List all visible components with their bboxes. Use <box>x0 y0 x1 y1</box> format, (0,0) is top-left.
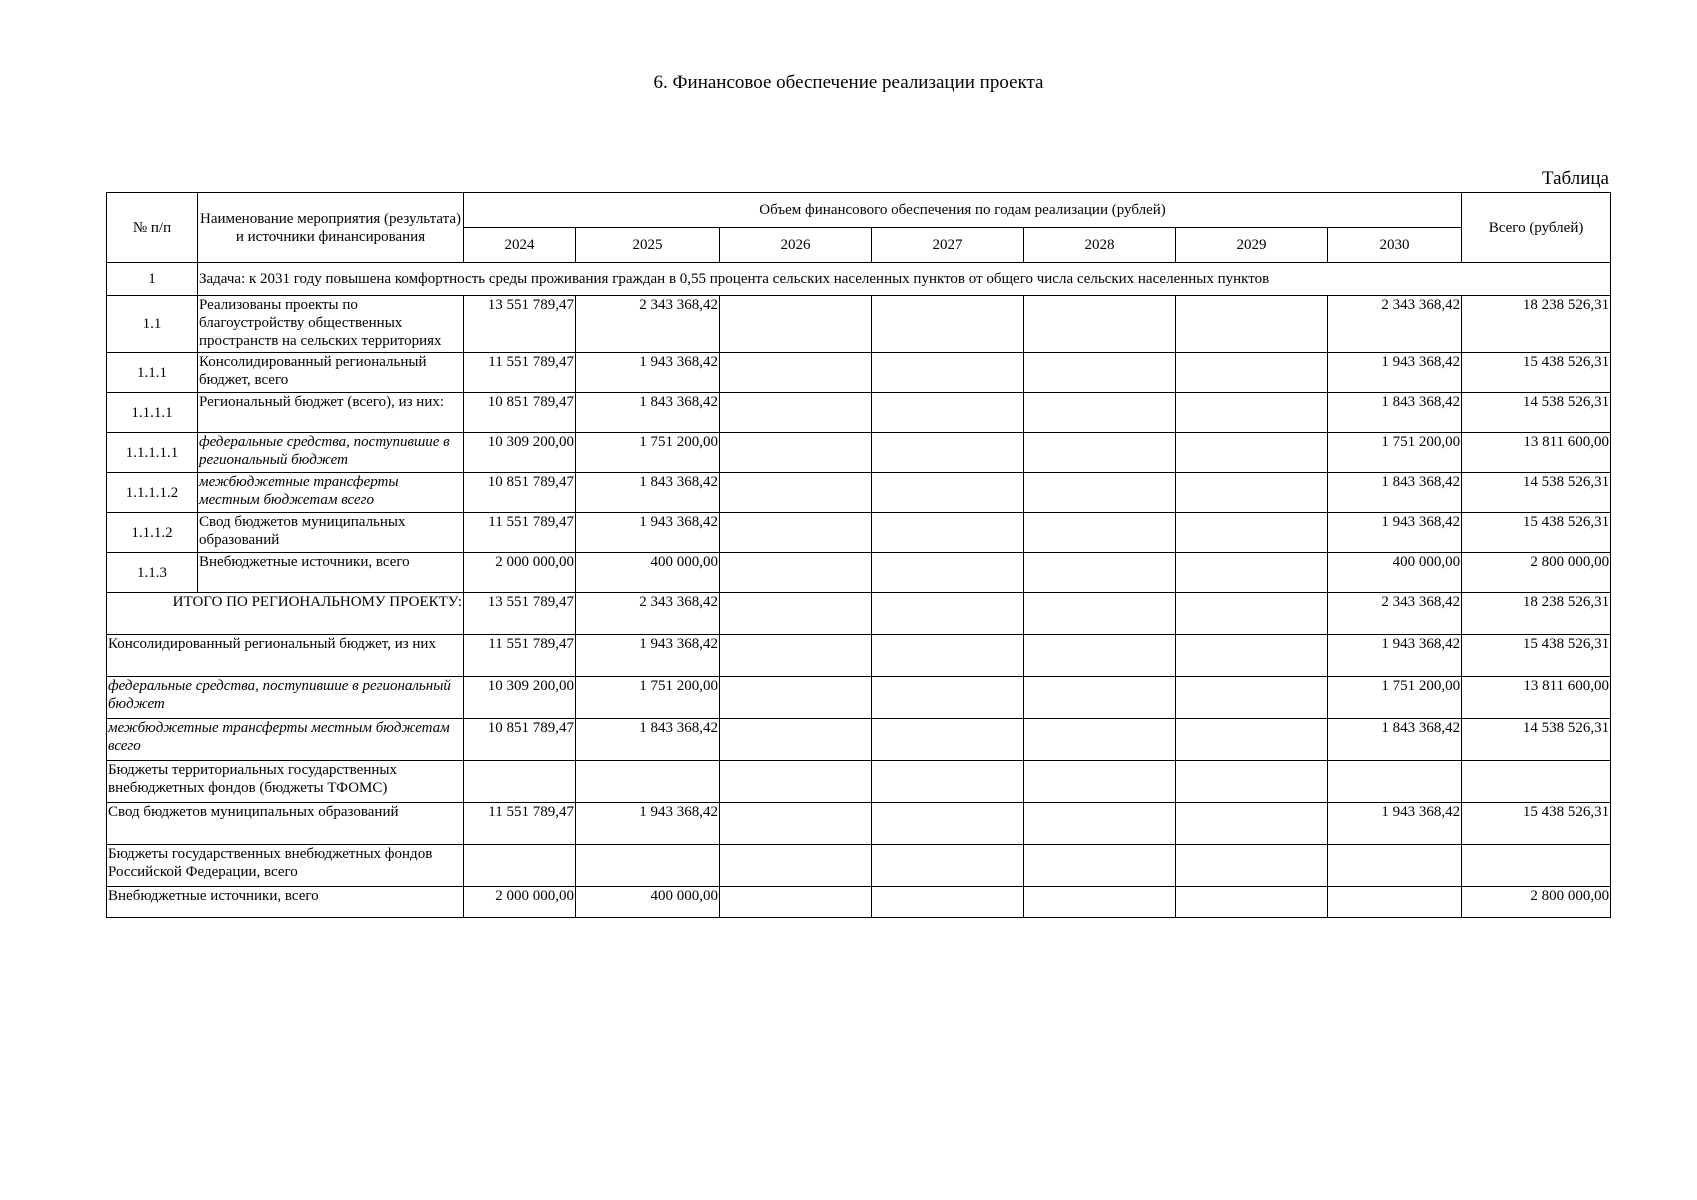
summary-value-2024: 10 309 200,00 <box>464 677 576 719</box>
summary-value-2029 <box>1176 845 1328 887</box>
row-value-2028 <box>1024 553 1176 593</box>
summary-value-2027 <box>872 761 1024 803</box>
table-body <box>107 263 1611 918</box>
header-year-2024: 2024 <box>464 228 576 263</box>
summary-value-2028 <box>1024 761 1176 803</box>
row-value-2024: 10 309 200,00 <box>464 433 576 473</box>
summary-value-2026 <box>720 761 872 803</box>
summary-value-2024 <box>464 761 576 803</box>
row-value-2026 <box>720 513 872 553</box>
itogo-value-2026 <box>720 593 872 635</box>
summary-value-2030: 1 751 200,00 <box>1328 677 1462 719</box>
row-value-2025: 2 343 368,42 <box>576 296 720 353</box>
summary-value-2029 <box>1176 719 1328 761</box>
table-row <box>107 473 1611 513</box>
row-total: 2 800 000,00 <box>1462 553 1611 593</box>
summary-row <box>107 803 1611 845</box>
summary-value-2027 <box>872 719 1024 761</box>
row-number: 1.1.1.1.2 <box>107 473 198 513</box>
row-total: 18 238 526,31 <box>1462 296 1611 353</box>
row-value-2026 <box>720 473 872 513</box>
summary-value-2027 <box>872 803 1024 845</box>
summary-total: 2 800 000,00 <box>1462 887 1611 918</box>
row-number: 1.1.1.1 <box>107 393 198 433</box>
header-year-2025: 2025 <box>576 228 720 263</box>
row-value-2025: 1 943 368,42 <box>576 513 720 553</box>
row-value-2027 <box>872 553 1024 593</box>
table-row <box>107 296 1611 353</box>
row-value-2027 <box>872 296 1024 353</box>
row-value-2025: 1 751 200,00 <box>576 433 720 473</box>
summary-value-2027 <box>872 635 1024 677</box>
row-value-2028 <box>1024 296 1176 353</box>
summary-value-2028 <box>1024 803 1176 845</box>
row-number: 1.1 <box>107 296 198 353</box>
row-value-2029 <box>1176 553 1328 593</box>
summary-row <box>107 635 1611 677</box>
itogo-label: ИТОГО ПО РЕГИОНАЛЬНОМУ ПРОЕКТУ: <box>107 593 464 635</box>
summary-total: 14 538 526,31 <box>1462 719 1611 761</box>
row-value-2030: 1 843 368,42 <box>1328 473 1462 513</box>
row-value-2030: 1 843 368,42 <box>1328 393 1462 433</box>
itogo-value-2027 <box>872 593 1024 635</box>
row-value-2026 <box>720 393 872 433</box>
summary-total: 15 438 526,31 <box>1462 803 1611 845</box>
summary-value-2030: 1 943 368,42 <box>1328 635 1462 677</box>
row-value-2029 <box>1176 393 1328 433</box>
summary-total: 13 811 600,00 <box>1462 677 1611 719</box>
row-total: 13 811 600,00 <box>1462 433 1611 473</box>
summary-value-2029 <box>1176 635 1328 677</box>
row-total: 15 438 526,31 <box>1462 353 1611 393</box>
row-name: федеральные средства, поступившие в региональный бюджет <box>198 433 464 473</box>
summary-value-2028 <box>1024 635 1176 677</box>
summary-value-2024: 2 000 000,00 <box>464 887 576 918</box>
row-value-2027 <box>872 393 1024 433</box>
itogo-total: 18 238 526,31 <box>1462 593 1611 635</box>
summary-name: межбюджетные трансферты местным бюджетам всего <box>107 719 464 761</box>
row-value-2028 <box>1024 433 1176 473</box>
summary-value-2030 <box>1328 845 1462 887</box>
row-value-2030: 1 943 368,42 <box>1328 513 1462 553</box>
row-value-2029 <box>1176 296 1328 353</box>
summary-row <box>107 845 1611 887</box>
table-caption: Таблица <box>1541 168 1609 189</box>
summary-value-2028 <box>1024 677 1176 719</box>
row-total: 15 438 526,31 <box>1462 513 1611 553</box>
row-value-2025: 1 843 368,42 <box>576 393 720 433</box>
page-title: 6. Финансовое обеспечение реализации проекта <box>653 72 1044 93</box>
summary-name: федеральные средства, поступившие в региональный бюджет <box>107 677 464 719</box>
row-value-2030: 1 943 368,42 <box>1328 353 1462 393</box>
summary-total <box>1462 761 1611 803</box>
header-number: № п/п <box>107 193 198 263</box>
row-total: 14 538 526,31 <box>1462 473 1611 513</box>
summary-value-2025: 1 751 200,00 <box>576 677 720 719</box>
summary-value-2030: 1 943 368,42 <box>1328 803 1462 845</box>
row-value-2030: 1 751 200,00 <box>1328 433 1462 473</box>
summary-value-2026 <box>720 887 872 918</box>
row-value-2029 <box>1176 473 1328 513</box>
row-value-2024: 11 551 789,47 <box>464 353 576 393</box>
table-row <box>107 553 1611 593</box>
summary-value-2024: 11 551 789,47 <box>464 803 576 845</box>
summary-value-2025: 1 943 368,42 <box>576 635 720 677</box>
summary-value-2025 <box>576 845 720 887</box>
summary-value-2025: 400 000,00 <box>576 887 720 918</box>
summary-value-2026 <box>720 719 872 761</box>
row-name: Внебюджетные источники, всего <box>198 553 464 593</box>
summary-value-2030: 1 843 368,42 <box>1328 719 1462 761</box>
summary-row <box>107 887 1611 918</box>
row-value-2028 <box>1024 473 1176 513</box>
header-year-2027: 2027 <box>872 228 1024 263</box>
row-number: 1.1.1 <box>107 353 198 393</box>
row-value-2029 <box>1176 433 1328 473</box>
summary-value-2030 <box>1328 887 1462 918</box>
header-year-2028: 2028 <box>1024 228 1176 263</box>
row-value-2029 <box>1176 513 1328 553</box>
summary-value-2027 <box>872 677 1024 719</box>
row-value-2025: 400 000,00 <box>576 553 720 593</box>
summary-value-2029 <box>1176 803 1328 845</box>
header-year-2026: 2026 <box>720 228 872 263</box>
header-year-2029: 2029 <box>1176 228 1328 263</box>
summary-value-2024: 11 551 789,47 <box>464 635 576 677</box>
row-name: Консолидированный региональный бюджет, всего <box>198 353 464 393</box>
row-value-2028 <box>1024 393 1176 433</box>
row-value-2025: 1 943 368,42 <box>576 353 720 393</box>
summary-value-2027 <box>872 887 1024 918</box>
summary-value-2030 <box>1328 761 1462 803</box>
summary-row <box>107 761 1611 803</box>
summary-value-2028 <box>1024 845 1176 887</box>
row-value-2030: 400 000,00 <box>1328 553 1462 593</box>
row-value-2024: 11 551 789,47 <box>464 513 576 553</box>
row-value-2025: 1 843 368,42 <box>576 473 720 513</box>
row-name: межбюджетные трансферты местным бюджетам всего <box>198 473 464 513</box>
itogo-value-2029 <box>1176 593 1328 635</box>
summary-name: Свод бюджетов муниципальных образований <box>107 803 464 845</box>
financing-table <box>106 192 1611 918</box>
summary-value-2029 <box>1176 677 1328 719</box>
header-volume: Объем финансового обеспечения по годам реализации (рублей) <box>464 193 1462 228</box>
task-row <box>107 263 1611 296</box>
header-year-2030: 2030 <box>1328 228 1462 263</box>
row-value-2027 <box>872 513 1024 553</box>
row-value-2028 <box>1024 353 1176 393</box>
itogo-value-2025: 2 343 368,42 <box>576 593 720 635</box>
row-value-2029 <box>1176 353 1328 393</box>
row-value-2030: 2 343 368,42 <box>1328 296 1462 353</box>
row-value-2026 <box>720 433 872 473</box>
summary-name: Бюджеты государственных внебюджетных фондов Российской Федерации, всего <box>107 845 464 887</box>
summary-value-2024 <box>464 845 576 887</box>
row-value-2026 <box>720 353 872 393</box>
summary-value-2029 <box>1176 887 1328 918</box>
summary-value-2026 <box>720 677 872 719</box>
row-name: Свод бюджетов муниципальных образований <box>198 513 464 553</box>
row-number: 1.1.1.2 <box>107 513 198 553</box>
itogo-value-2028 <box>1024 593 1176 635</box>
row-value-2028 <box>1024 513 1176 553</box>
table-header <box>107 193 1611 263</box>
summary-value-2025 <box>576 761 720 803</box>
summary-value-2029 <box>1176 761 1328 803</box>
table-row <box>107 513 1611 553</box>
summary-value-2026 <box>720 845 872 887</box>
summary-row <box>107 719 1611 761</box>
table-row <box>107 353 1611 393</box>
summary-value-2027 <box>872 845 1024 887</box>
table-row <box>107 433 1611 473</box>
row-value-2024: 2 000 000,00 <box>464 553 576 593</box>
summary-name: Внебюджетные источники, всего <box>107 887 464 918</box>
row-value-2026 <box>720 296 872 353</box>
row-total: 14 538 526,31 <box>1462 393 1611 433</box>
summary-name: Консолидированный региональный бюджет, из них <box>107 635 464 677</box>
row-value-2024: 13 551 789,47 <box>464 296 576 353</box>
summary-value-2025: 1 943 368,42 <box>576 803 720 845</box>
row-value-2024: 10 851 789,47 <box>464 393 576 433</box>
summary-value-2025: 1 843 368,42 <box>576 719 720 761</box>
summary-row <box>107 677 1611 719</box>
row-name: Реализованы проекты по благоустройству общественных пространств на сельских территориях <box>198 296 464 353</box>
summary-value-2026 <box>720 635 872 677</box>
row-number: 1.1.3 <box>107 553 198 593</box>
summary-total: 15 438 526,31 <box>1462 635 1611 677</box>
summary-value-2028 <box>1024 719 1176 761</box>
summary-value-2028 <box>1024 887 1176 918</box>
row-number: 1.1.1.1.1 <box>107 433 198 473</box>
row-value-2026 <box>720 553 872 593</box>
row-value-2024: 10 851 789,47 <box>464 473 576 513</box>
row-value-2027 <box>872 353 1024 393</box>
itogo-value-2030: 2 343 368,42 <box>1328 593 1462 635</box>
task-text: Задача: к 2031 году повышена комфортность среды проживания граждан в 0,55 процента сельских населенных пунктов от общего числа сельских населенных пунктов <box>198 263 1611 296</box>
table-row <box>107 393 1611 433</box>
row-value-2027 <box>872 473 1024 513</box>
summary-name: Бюджеты территориальных государственных внебюджетных фондов (бюджеты ТФОМС) <box>107 761 464 803</box>
row-name: Региональный бюджет (всего), из них: <box>198 393 464 433</box>
header-name: Наименование мероприятия (результата) и источники финансирования <box>198 193 464 263</box>
row-value-2027 <box>872 433 1024 473</box>
summary-value-2024: 10 851 789,47 <box>464 719 576 761</box>
summary-total <box>1462 845 1611 887</box>
itogo-value-2024: 13 551 789,47 <box>464 593 576 635</box>
header-total: Всего (рублей) <box>1462 193 1611 263</box>
itogo-row <box>107 593 1611 635</box>
summary-value-2026 <box>720 803 872 845</box>
task-number: 1 <box>107 263 198 296</box>
